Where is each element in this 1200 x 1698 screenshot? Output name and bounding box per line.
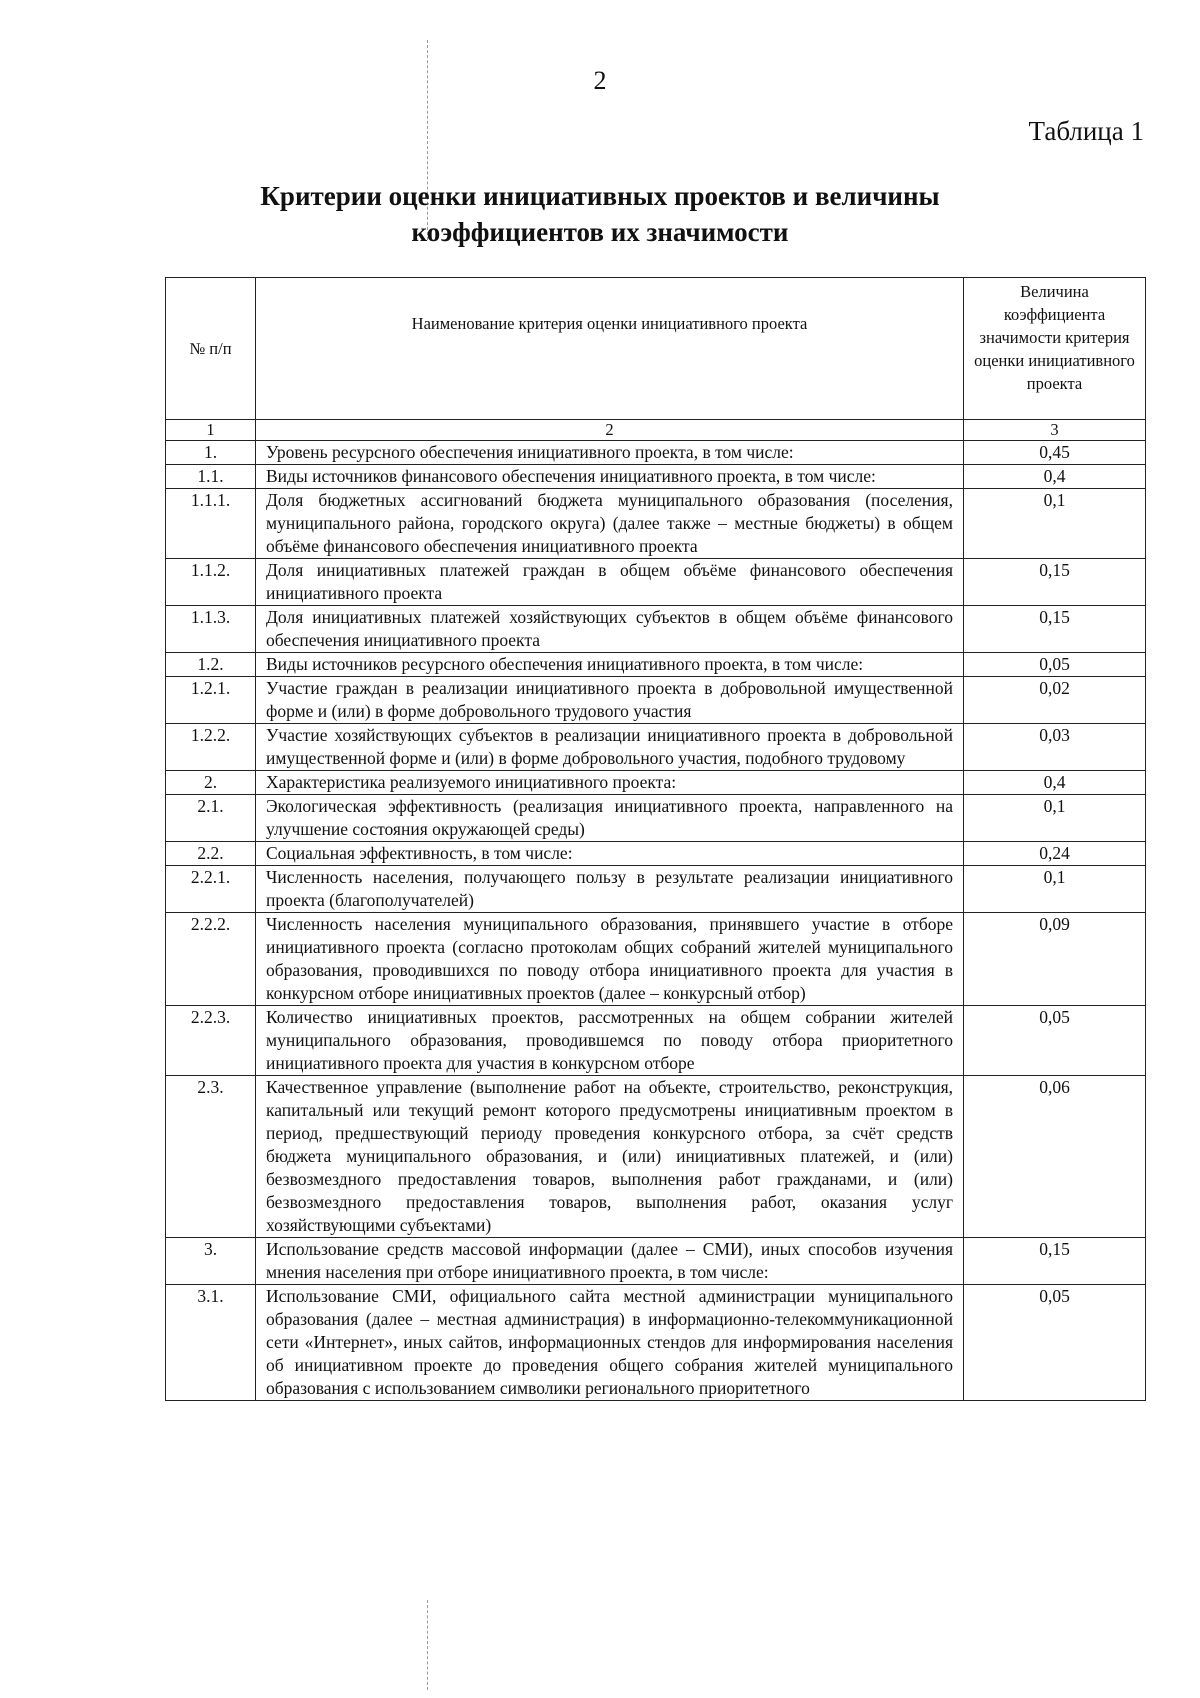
coefficient-value: 0,1 <box>964 795 1146 842</box>
header-num: № п/п <box>166 278 256 420</box>
criterion-name: Экологическая эффективность (реализация инициативного проекта, направленного на улучшение состояния окружающей среды) <box>256 795 964 842</box>
coefficient-value: 0,03 <box>964 724 1146 771</box>
criterion-name: Виды источников ресурсного обеспечения инициативного проекта, в том числе: <box>256 653 964 677</box>
table-label: Таблица 1 <box>1028 116 1144 146</box>
row-number: 1.1. <box>166 465 256 489</box>
coefficient-value: 0,06 <box>964 1076 1146 1238</box>
row-number: 2.1. <box>166 795 256 842</box>
coefficient-value: 0,4 <box>964 465 1146 489</box>
row-number: 1.1.2. <box>166 559 256 606</box>
table-row <box>166 1285 1146 1401</box>
coefficient-value: 0,45 <box>964 441 1146 465</box>
coefficient-value: 0,09 <box>964 913 1146 1006</box>
table-row <box>166 441 1146 465</box>
criterion-name: Доля инициативных платежей хозяйствующих субъектов в общем объёме финансового обеспечения инициативного проекта <box>256 606 964 653</box>
row-number: 2.2.1. <box>166 866 256 913</box>
coefficient-value: 0,15 <box>964 559 1146 606</box>
row-number: 1.1.1. <box>166 489 256 559</box>
row-number: 2.2.3. <box>166 1006 256 1076</box>
table-row <box>166 559 1146 606</box>
title-line-2: коэффициентов их значимости <box>411 217 789 247</box>
row-number: 1.1.3. <box>166 606 256 653</box>
row-number: 3.1. <box>166 1285 256 1401</box>
table-body <box>166 420 1146 1401</box>
table-row <box>166 866 1146 913</box>
row-number: 1.2.2. <box>166 724 256 771</box>
table-header-row <box>166 278 1146 420</box>
table-row <box>166 795 1146 842</box>
coefficient-value: 0,15 <box>964 606 1146 653</box>
header-name: Наименование критерия оценки инициативного проекта <box>256 278 964 420</box>
row-number: 2. <box>166 771 256 795</box>
coefficient-value: 0,05 <box>964 653 1146 677</box>
table-row <box>166 1076 1146 1238</box>
table-row <box>166 465 1146 489</box>
criterion-name: Социальная эффективность, в том числе: <box>256 842 964 866</box>
coefficient-value: 0,4 <box>964 771 1146 795</box>
criterion-name: Численность населения, получающего пользу в результате реализации инициативного проекта (благополучателей) <box>256 866 964 913</box>
column-number: 3 <box>964 420 1146 441</box>
table-row <box>166 489 1146 559</box>
table-row <box>166 913 1146 1006</box>
row-number: 2.2.2. <box>166 913 256 1006</box>
table-row <box>166 771 1146 795</box>
document-title <box>0 178 1200 250</box>
criterion-name: Количество инициативных проектов, рассмотренных на общем собрании жителей муниципального образования, проводившемся по поводу отбора приоритетного инициативного проекта для участия в конкурсном отборе <box>256 1006 964 1076</box>
criterion-name: Характеристика реализуемого инициативного проекта: <box>256 771 964 795</box>
column-number-row <box>166 420 1146 441</box>
table-row <box>166 1238 1146 1285</box>
criterion-name: Численность населения муниципального образования, принявшего участие в отборе инициативного проекта (согласно протоколам общих собраний жителей муниципального образования, проводившихся по поводу отбора инициативного проекта для участия в конкурсном отборе инициативных проектов (далее – конкурсный отбор) <box>256 913 964 1006</box>
row-number: 1.2. <box>166 653 256 677</box>
table-row <box>166 606 1146 653</box>
criterion-name: Качественное управление (выполнение работ на объекте, строительство, реконструкция, капитальный или текущий ремонт которого предусмотрены инициативным проектом в период, предшествующий периоду проведения конкурсного отбора, за счёт средств бюджета муниципального образования, и (или) инициативных платежей, и (или) безвозмездного предоставления товаров, выполнения работ гражданами, и (или) безвозмездного предоставления товаров, выполнения работ, оказания услуг хозяйствующими субъектами) <box>256 1076 964 1238</box>
criterion-name: Уровень ресурсного обеспечения инициативного проекта, в том числе: <box>256 441 964 465</box>
coefficient-value: 0,02 <box>964 677 1146 724</box>
row-number: 1. <box>166 441 256 465</box>
table-row <box>166 724 1146 771</box>
criterion-name: Участие граждан в реализации инициативного проекта в добровольной имущественной форме и (или) в форме добровольного трудового участия <box>256 677 964 724</box>
column-number: 2 <box>256 420 964 441</box>
coefficient-value: 0,1 <box>964 489 1146 559</box>
criterion-name: Использование СМИ, официального сайта местной администрации муниципального образования (далее – местная администрация) в информационно-телекоммуникационной сети «Интернет», иных сайтов, информационных стендов для информирования населения об инициативном проекте до проведения общего собрания жителей муниципального образования с использованием символики регионального приоритетного <box>256 1285 964 1401</box>
row-number: 2.3. <box>166 1076 256 1238</box>
criterion-name: Виды источников финансового обеспечения инициативного проекта, в том числе: <box>256 465 964 489</box>
coefficient-value: 0,1 <box>964 866 1146 913</box>
criterion-name: Использование средств массовой информации (далее – СМИ), иных способов изучения мнения населения при отборе инициативного проекта, в том числе: <box>256 1238 964 1285</box>
scan-artifact-line-bottom <box>427 1600 428 1690</box>
coefficient-value: 0,05 <box>964 1285 1146 1401</box>
criteria-table <box>165 277 1146 1401</box>
row-number: 2.2. <box>166 842 256 866</box>
criterion-name: Доля бюджетных ассигнований бюджета муниципального образования (поселения, муниципального района, городского округа) (далее также – местные бюджеты) в общем объёме финансового обеспечения инициативного проекта <box>256 489 964 559</box>
table-row <box>166 1006 1146 1076</box>
row-number: 3. <box>166 1238 256 1285</box>
coefficient-value: 0,24 <box>964 842 1146 866</box>
row-number: 1.2.1. <box>166 677 256 724</box>
header-value: Величина коэффициента значимости критерия оценки инициативного проекта <box>964 278 1146 420</box>
column-number: 1 <box>166 420 256 441</box>
page-number: 2 <box>593 66 607 95</box>
table-row <box>166 842 1146 866</box>
table-row <box>166 653 1146 677</box>
coefficient-value: 0,15 <box>964 1238 1146 1285</box>
criterion-name: Участие хозяйствующих субъектов в реализации инициативного проекта в добровольной имущественной форме и (или) в форме добровольного участия, подобного трудовому <box>256 724 964 771</box>
criterion-name: Доля инициативных платежей граждан в общем объёме финансового обеспечения инициативного проекта <box>256 559 964 606</box>
title-line-1: Критерии оценки инициативных проектов и величины <box>260 181 940 211</box>
table-row <box>166 677 1146 724</box>
coefficient-value: 0,05 <box>964 1006 1146 1076</box>
